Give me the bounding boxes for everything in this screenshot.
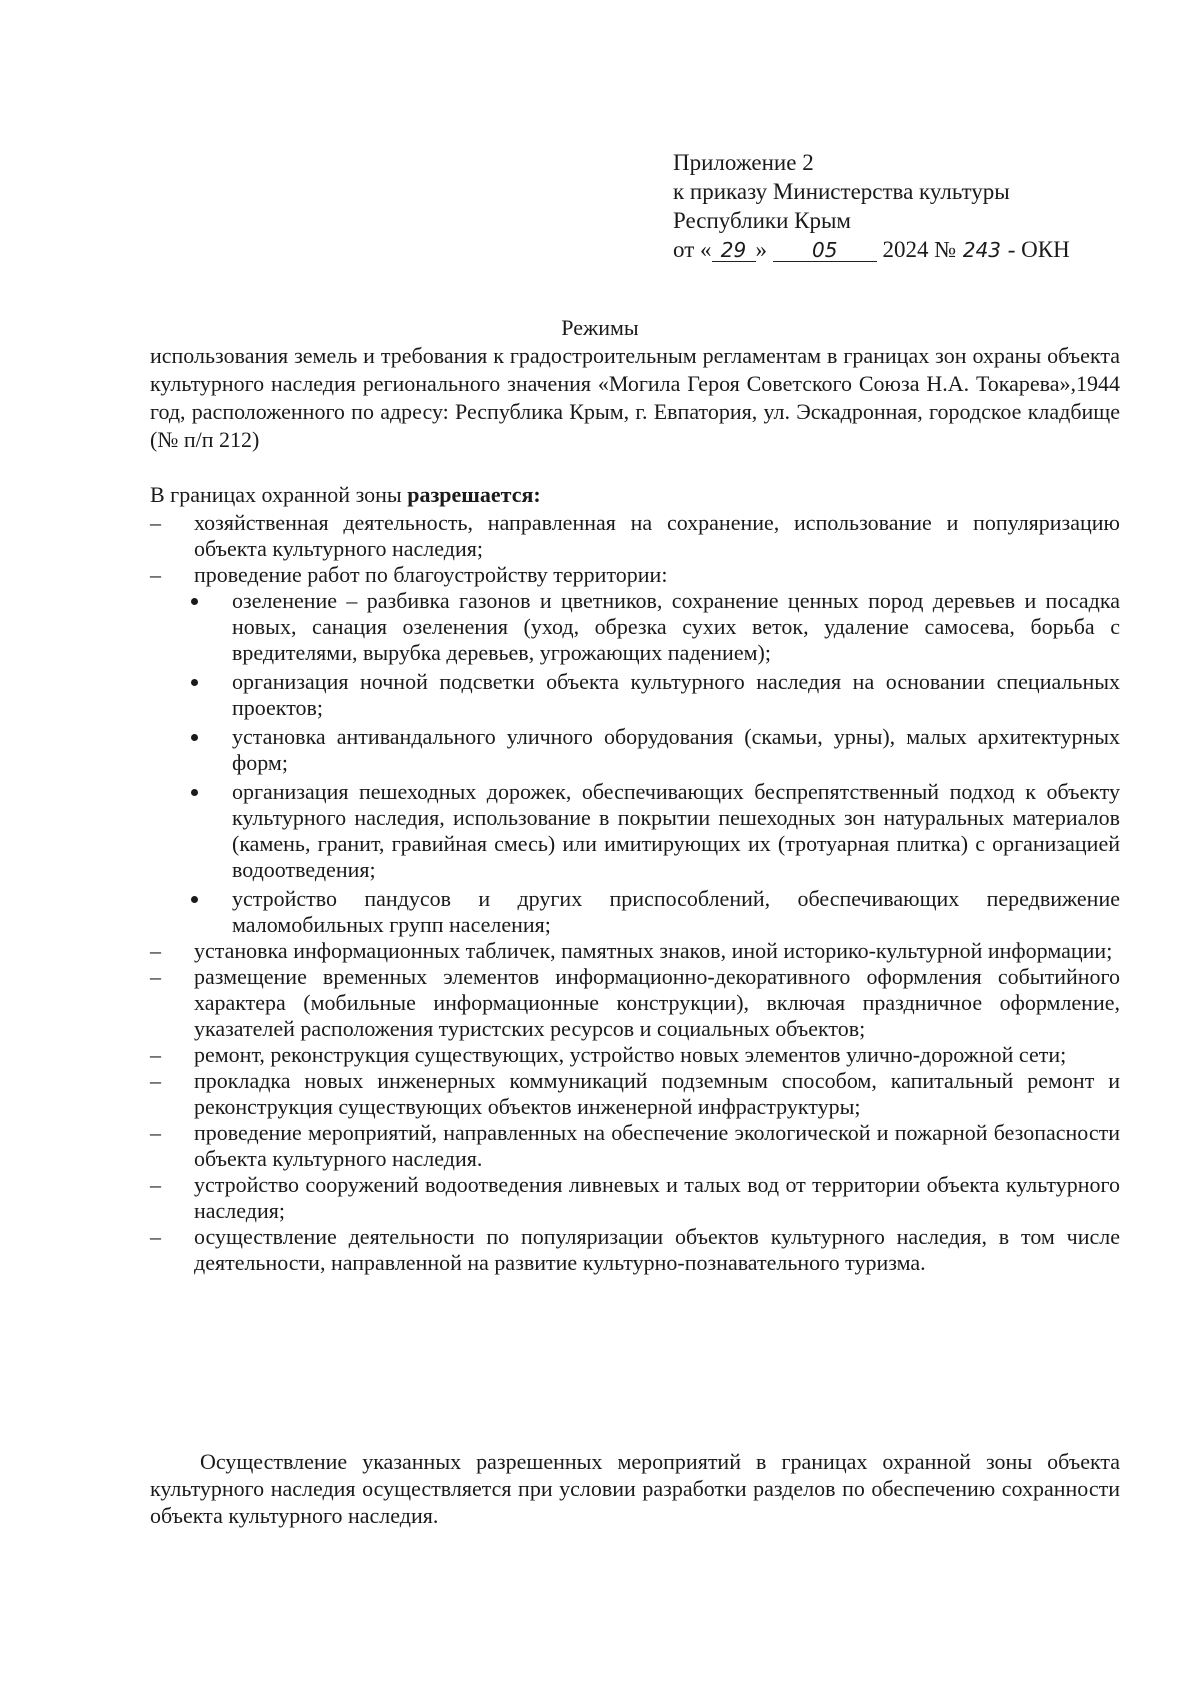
sublist-item bbox=[150, 588, 1120, 666]
document-subtitle: использования земель и требования к градостроительным регламентам в границах зон охраны объекта культурного наследия регионального значения «Могила Героя Советского Союза Н.А. Токарева»,1944 год, расположенного по адресу: Республика Крым, г. Евпатория, ул. Эскадронная, городское кладбище (№ п/п 212) bbox=[150, 343, 1120, 452]
intro-line bbox=[150, 482, 1120, 508]
bullet-icon bbox=[191, 679, 198, 686]
appendix-line-1: Приложение 2 bbox=[673, 150, 814, 175]
dash-marker: – bbox=[150, 1068, 161, 1093]
list-item-text: размещение временных элементов информационно-декоративного оформления событийного характера (мобильные информационные конструкции), включая праздничное оформление, указателей расположения туристских ресурсов и социальных объектов; bbox=[194, 964, 1120, 1041]
list-item bbox=[150, 562, 1120, 588]
sublist-item bbox=[150, 886, 1120, 938]
sublist-item bbox=[150, 724, 1120, 776]
list-item-text: ремонт, реконструкция существующих, устройство новых элементов улично-дорожной сети; bbox=[194, 1042, 1067, 1067]
sublist-item bbox=[150, 669, 1120, 721]
list-item-text: устройство сооружений водоотведения ливневых и талых вод от территории объекта культурного наследия; bbox=[194, 1172, 1120, 1223]
closing-paragraph: Осуществление указанных разрешенных мероприятий в границах охранной зоны объекта культурного наследия осуществляется при условии разработки разделов по обеспечению сохранности объекта культурного наследия. bbox=[150, 1449, 1120, 1528]
sublist-item bbox=[150, 779, 1120, 883]
dash-marker: – bbox=[150, 562, 161, 587]
dash-marker: – bbox=[150, 510, 161, 535]
intro-text: В границах охранной зоны bbox=[150, 482, 408, 507]
bullet-icon bbox=[191, 598, 198, 605]
document-title: Режимы bbox=[561, 315, 639, 340]
permitted-list bbox=[150, 510, 1120, 1276]
list-item bbox=[150, 1172, 1120, 1224]
list-item bbox=[150, 964, 1120, 1042]
list-item bbox=[150, 1224, 1120, 1276]
landscaping-sublist bbox=[150, 588, 1120, 938]
sublist-item-text: устройство пандусов и других приспособлений, обеспечивающих передвижение маломобильных групп населения; bbox=[232, 886, 1120, 937]
appendix-line-3: Республики Крым bbox=[673, 208, 851, 233]
appendix-line-2: к приказу Министерства культуры bbox=[673, 179, 1010, 204]
dash-marker: – bbox=[150, 1172, 161, 1197]
order-date-line bbox=[673, 235, 1133, 264]
list-item-text: прокладка новых инженерных коммуникаций подземным способом, капитальный ремонт и реконструкция существующих объектов инженерной инфраструктуры; bbox=[194, 1068, 1120, 1119]
bullet-icon bbox=[191, 896, 198, 903]
list-item-text: проведение мероприятий, направленных на обеспечение экологической и пожарной безопасности объекта культурного наследия. bbox=[194, 1120, 1120, 1171]
dash-marker: – bbox=[150, 964, 161, 989]
sublist-item-text: озеленение – разбивка газонов и цветников, сохранение ценных пород деревьев и посадка новых, санация озеленения (уход, обрезка сухих веток, удаление самосева, борьба с вредителями, вырубка деревьев, угрожающих падением); bbox=[232, 588, 1120, 665]
sublist-item-text: установка антивандального уличного оборудования (скамьи, урны), малых архитектурных форм; bbox=[232, 724, 1120, 775]
handwritten-order-number: 243 bbox=[962, 238, 1002, 262]
sublist-item-text: организация пешеходных дорожек, обеспечивающих беспрепятственный подход к объекту культурного наследия, использование в покрытии пешеходных зон натуральных материалов (камень, гранит, гравийная смесь) или имитирующих их (тротуарная плитка) с организацией водоотведения; bbox=[232, 779, 1120, 882]
bullet-icon bbox=[191, 789, 198, 796]
sublist-item-text: организация ночной подсветки объекта культурного наследия на основании специальных проектов; bbox=[232, 669, 1120, 720]
intro-bold: разрешается: bbox=[407, 482, 541, 507]
list-item-text: проведение работ по благоустройству территории: bbox=[194, 562, 668, 587]
date-prefix: от « bbox=[673, 237, 712, 262]
order-suffix: - ОКН bbox=[1007, 237, 1070, 262]
list-item-text: хозяйственная деятельность, направленная на сохранение, использование и популяризацию объекта культурного наследия; bbox=[194, 510, 1120, 561]
list-item-text: осуществление деятельности по популяризации объектов культурного наследия, в том числе деятельности, направленной на развитие культурно-познавательного туризма. bbox=[194, 1224, 1120, 1275]
list-item-text: установка информационных табличек, памятных знаков, иной историко-культурной информации; bbox=[194, 938, 1113, 963]
handwritten-month: 05 bbox=[773, 239, 877, 262]
dash-marker: – bbox=[150, 938, 161, 963]
dash-marker: – bbox=[150, 1224, 161, 1249]
handwritten-day: 29 bbox=[712, 239, 756, 262]
dash-marker: – bbox=[150, 1042, 161, 1067]
dash-marker: – bbox=[150, 1120, 161, 1145]
list-item bbox=[150, 1068, 1120, 1120]
date-year-number: 2024 № bbox=[882, 237, 957, 262]
appendix-header bbox=[673, 148, 1133, 264]
list-item bbox=[150, 1042, 1120, 1068]
date-mid: » bbox=[755, 237, 767, 262]
list-item bbox=[150, 1120, 1120, 1172]
list-item bbox=[150, 510, 1120, 562]
bullet-icon bbox=[191, 734, 198, 741]
list-item bbox=[150, 938, 1120, 964]
